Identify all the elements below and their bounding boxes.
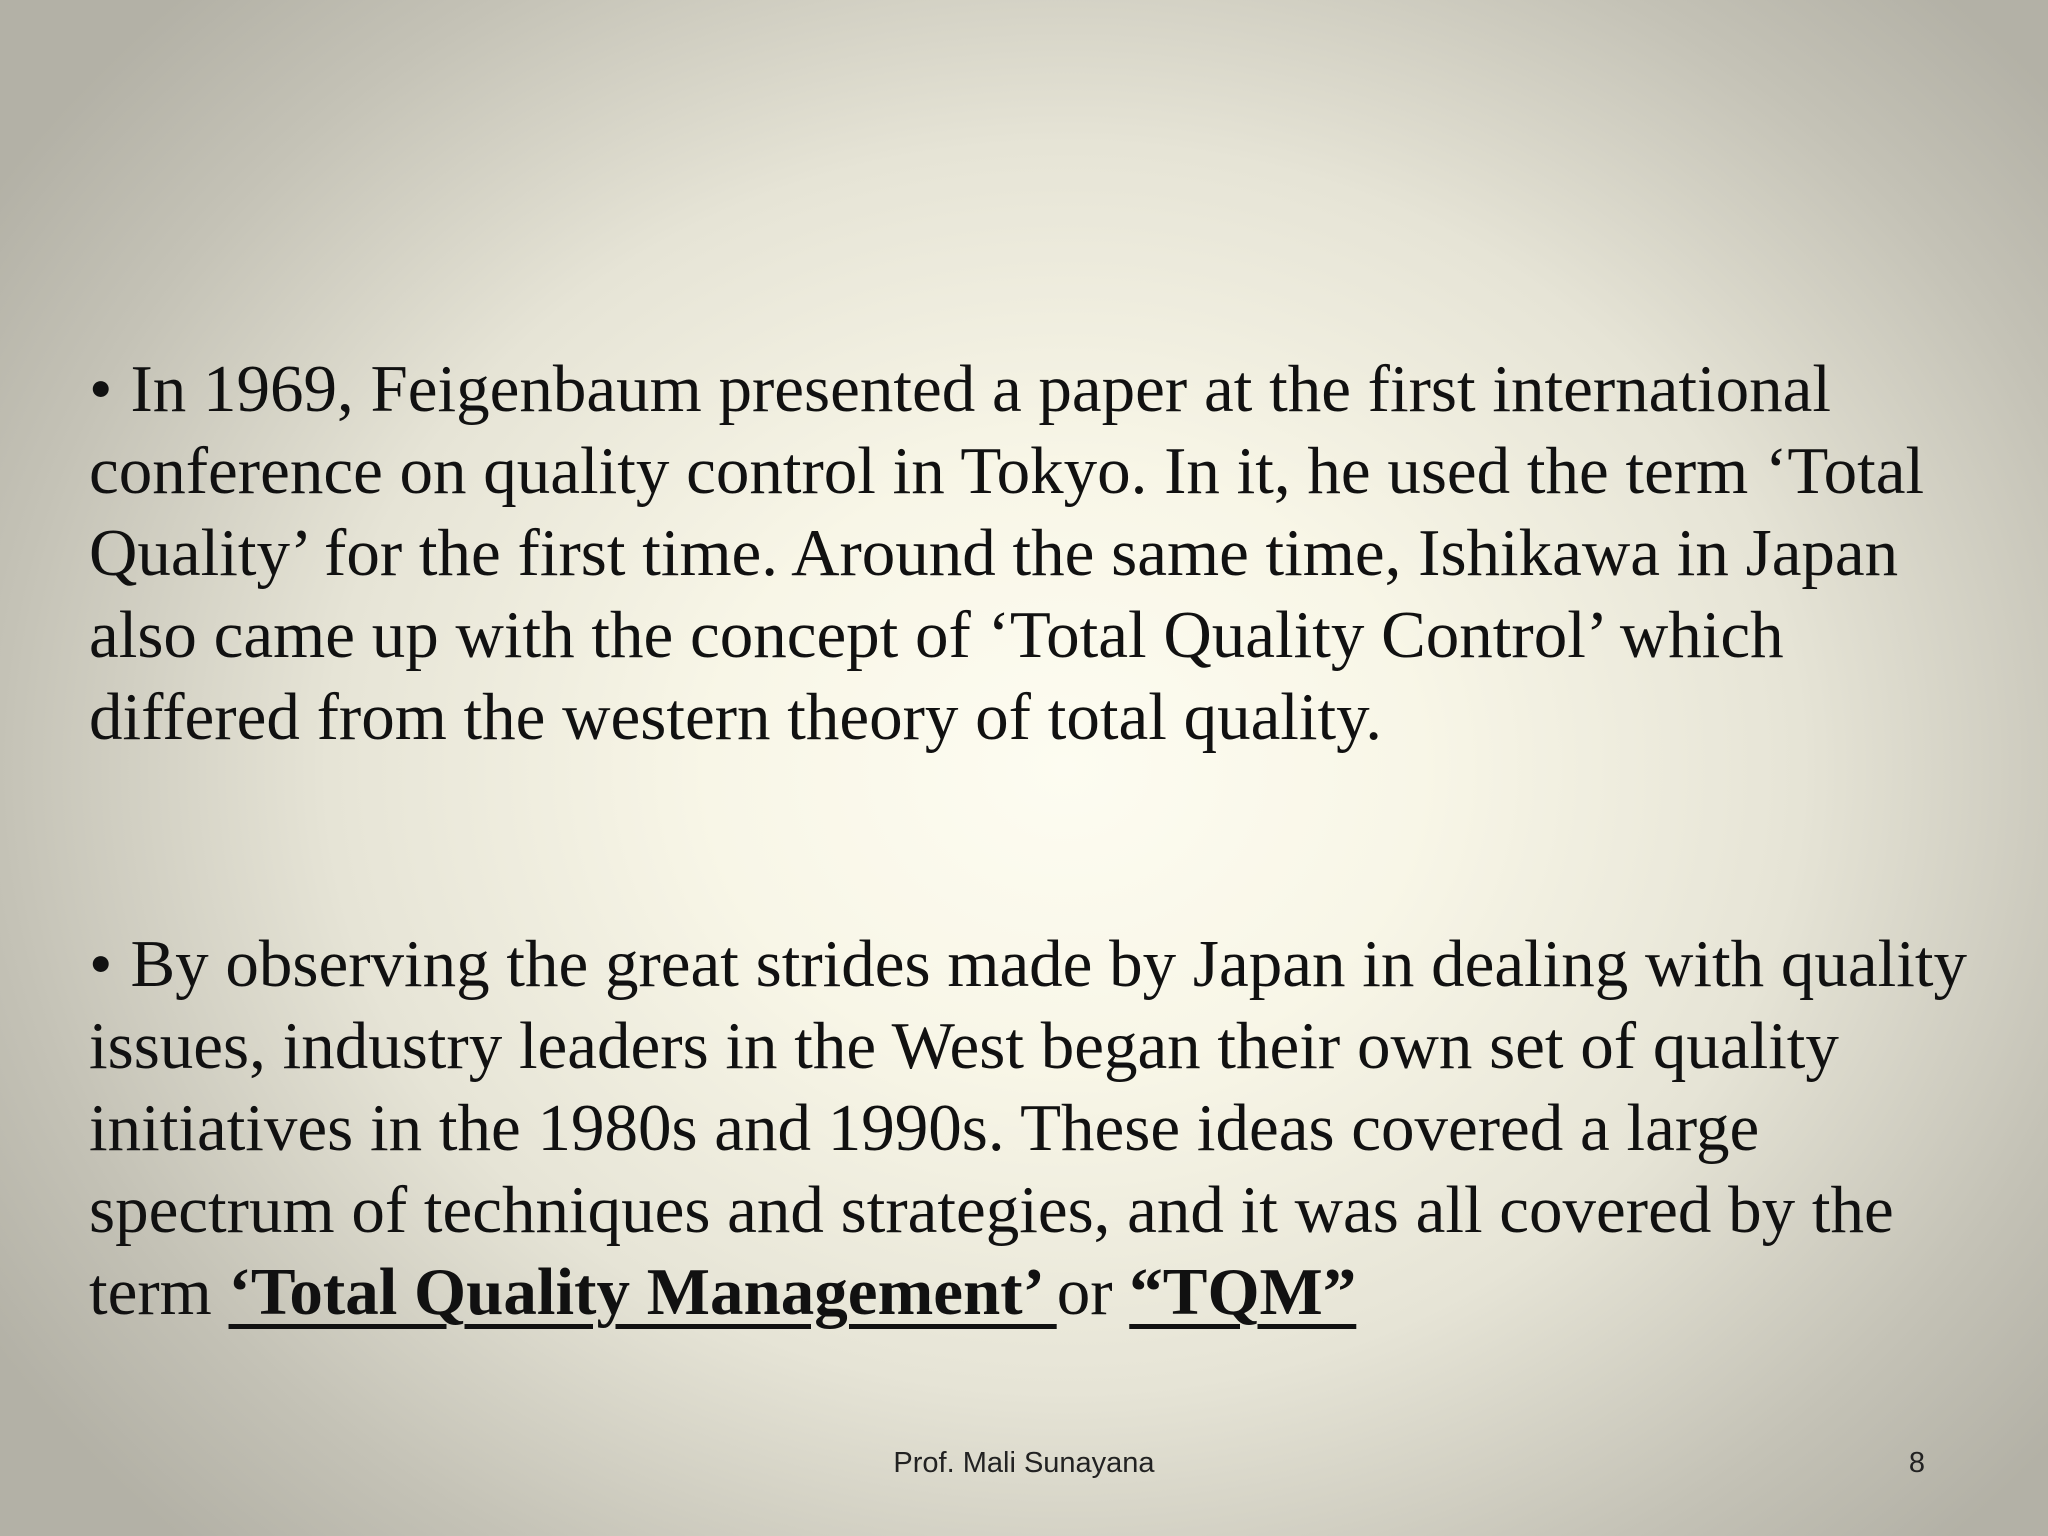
slide-number: 8 (1908, 1447, 1925, 1479)
bullet-paragraph-1 (89, 348, 1969, 758)
connector-text: or (1056, 1255, 1130, 1329)
footer-author: Prof. Mali Sunayana (893, 1447, 1155, 1479)
bullet-marker: • (89, 352, 113, 426)
slide-body (89, 348, 1969, 1333)
paragraph-2-text: By observing the great strides made by Japan in dealing with quality issues, industry leaders in the West began their own set of quality initiatives in the 1980s and 1990s. These ideas covered a large spectrum of techniques and strategies, and it was all covered by the term (89, 927, 1967, 1329)
term-tqm: “TQM” (1129, 1255, 1357, 1329)
bullet-marker: • (89, 927, 113, 1001)
bullet-paragraph-2 (89, 923, 1969, 1333)
term-total-quality-management: ‘Total Quality Management’ (228, 1255, 1057, 1329)
paragraph-1-text: In 1969, Feigenbaum presented a paper at the first international conference on quality control in Tokyo. In it, he used the term ‘Total Quality’ for the first time. Around the same time, Ishikawa in Japan also came up with the concept of ‘Total Quality Control’ which differed from the western theory of total quality. (89, 352, 1925, 754)
